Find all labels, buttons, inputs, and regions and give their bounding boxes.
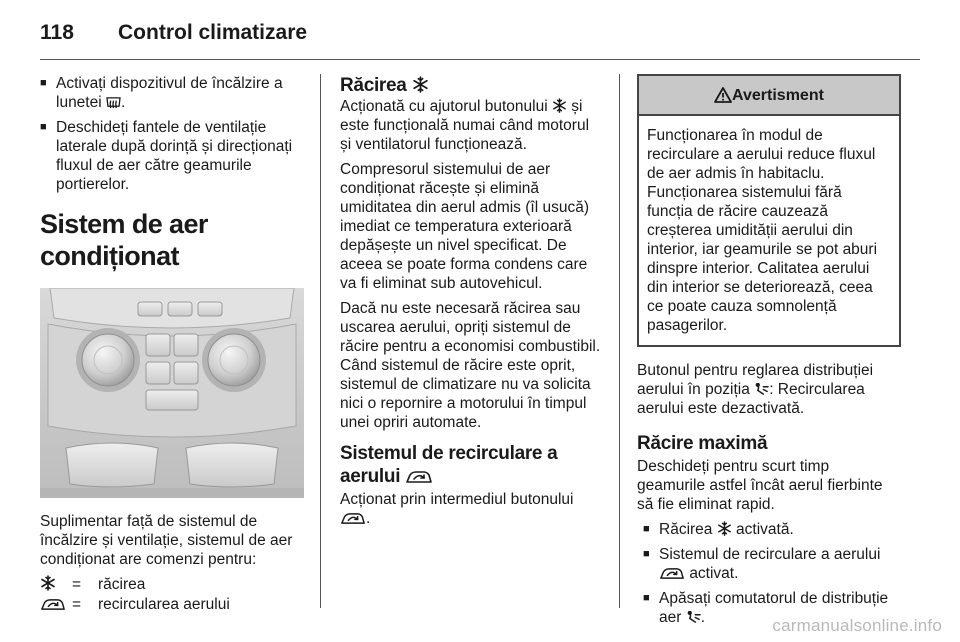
page-header bbox=[40, 18, 307, 48]
column-2 bbox=[340, 74, 604, 534]
recirculation-icon bbox=[40, 598, 66, 611]
bullet-square: ■ bbox=[643, 548, 650, 560]
recirculation-icon bbox=[659, 567, 685, 580]
air-distribution-icon bbox=[754, 383, 769, 396]
subsection-title: Răcirea bbox=[340, 74, 604, 97]
list-item: ■ Apăsați comutatorul de distribuție aer . bbox=[643, 590, 889, 626]
warning-box bbox=[637, 74, 901, 347]
paragraph: Dacă nu este necesară răcirea sau uscarea aerului, opriți sistemul de răcire pentru a economisi combustibil. Când sistemul de răcire este oprit, sistemul de climatizare nu va solicita nici o repornire a motorului în timpul unei opriri automate. bbox=[340, 300, 601, 431]
climate-control-panel-illustration bbox=[40, 288, 304, 498]
paragraph: Butonul pentru reglarea distribuției aerului în poziția : Recircularea aerului este dezactivată. bbox=[637, 362, 874, 417]
air-distribution-icon bbox=[686, 611, 701, 624]
subsection-title: Răcire maximă bbox=[637, 433, 768, 454]
section-title: Sistem de aer condiționat bbox=[40, 209, 208, 271]
recirculation-icon bbox=[405, 470, 433, 484]
watermark: carmanualsonline.info bbox=[772, 616, 942, 635]
list-item: ■ Activați dispozitivul de încălzire a lunetei . bbox=[40, 75, 283, 111]
bullet-square: ■ bbox=[40, 77, 47, 89]
climate-control-panel-image bbox=[40, 288, 304, 498]
caption: Suplimentar față de sistemul de încălzire și ventilație, sistemul de aer condiționat are comenzi pentru: bbox=[40, 513, 293, 568]
snowflake-icon bbox=[717, 521, 732, 536]
snowflake-icon bbox=[40, 575, 56, 591]
paragraph: Compresorul sistemului de aer condiționat răcește și elimină umiditatea din aerul admis (îl usucă) imediat ce temperatura exterioară depășește un nivel specificat. De aceea se poate forma condens care va fi eliminat sub autovehicul. bbox=[340, 161, 589, 292]
warning-header bbox=[639, 76, 899, 116]
paragraph: Deschideți pentru scurt timp geamurile astfel încât aerul fierbinte să fie eliminat rapid. bbox=[637, 458, 883, 513]
header-rule bbox=[40, 59, 920, 60]
list-item: ■ Sistemul de recirculare a aerului activat. bbox=[643, 546, 881, 582]
subsection-title: Sistemul de recirculare a aerului bbox=[340, 443, 558, 487]
column-1 bbox=[40, 74, 304, 615]
paragraph: Acționat prin intermediul butonului . bbox=[340, 491, 574, 527]
paragraph: Acționată cu ajutorul butonului și este funcțională numai când motorul și ventilatorul funcționează. bbox=[340, 98, 590, 153]
legend-row: = recircularea aerului bbox=[40, 595, 304, 614]
bullet-square: ■ bbox=[643, 592, 650, 604]
recirculation-icon bbox=[340, 512, 366, 525]
rear-window-heater-icon bbox=[106, 96, 121, 109]
legend-row: = răcirea bbox=[40, 575, 304, 594]
column-divider bbox=[320, 74, 321, 608]
bullet-square: ■ bbox=[643, 523, 650, 535]
page-title: Control climatizare bbox=[118, 21, 308, 44]
bullet-square: ■ bbox=[40, 121, 47, 133]
list-item: ■ Răcirea activată. bbox=[643, 521, 794, 538]
column-divider bbox=[619, 74, 620, 608]
snowflake-icon bbox=[552, 98, 567, 113]
snowflake-icon bbox=[412, 76, 429, 93]
column-3 bbox=[637, 74, 901, 633]
list-item: ■ Deschideți fantele de ventilație laterale după dorință și direcționați fluxul de aer către geamurile portierelor. bbox=[40, 119, 293, 193]
page-number: 118 bbox=[40, 21, 74, 44]
warning-text: Funcționarea în modul de recirculare a aerului reduce fluxul de aer admis în habitaclu. Funcționarea sistemului fără funcția de răcire cauzează creșterea umidității aerului din interior, iar geamurile se pot aburi dinspre interior. Calitatea aerului din interior se deteriorează, ceea ce poate cauza somnolență pasagerilor. bbox=[647, 127, 878, 334]
warning-triangle-icon bbox=[714, 87, 732, 103]
warning-title: Avertisment bbox=[732, 86, 824, 104]
